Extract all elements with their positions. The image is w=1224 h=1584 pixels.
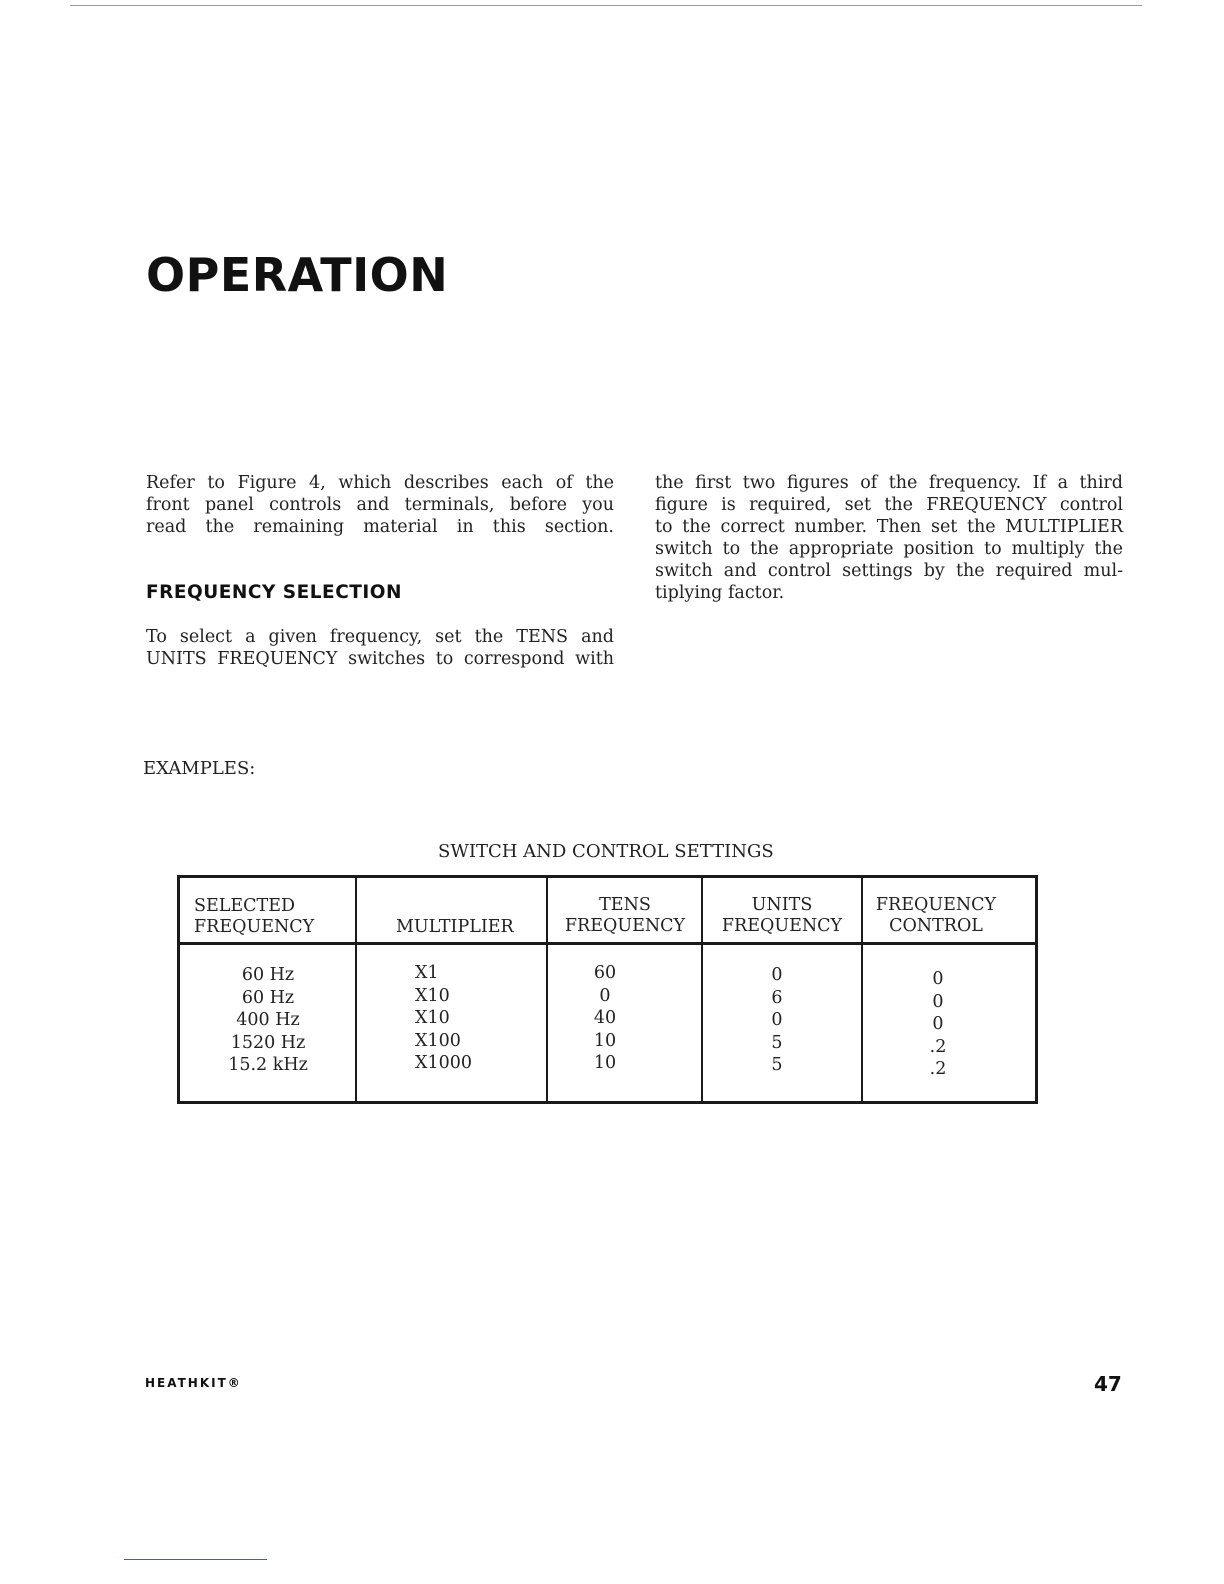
frequency-paragraph [146,626,614,670]
units-frequency-column [762,964,792,1077]
intro-line: read the remaining material in this section. [146,517,614,537]
table-cell: 5 [771,1032,783,1053]
continuation-line: figure is required, set the FREQUENCY control [655,495,1123,515]
section-heading-frequency-selection: FREQUENCY SELECTION [146,582,402,603]
header-line: CONTROL [889,916,983,936]
table-cell: 0 [932,1014,944,1034]
top-rule [70,5,1142,6]
table-cell: X1 [415,963,439,983]
bottom-rule [124,1559,267,1560]
table-cell: 1520 Hz [230,1032,306,1053]
intro-line: front panel controls and terminals, before you [146,495,614,515]
selected-frequency-column [200,964,336,1077]
table-cell: 6 [771,987,783,1008]
intro-line: Refer to Figure 4, which describes each of the [146,473,614,493]
table-cell: X1000 [415,1053,472,1073]
table-cell: 0 [932,969,944,989]
table-cell: 40 [593,1008,617,1028]
continuation-line: switch and control settings by the required mul- [655,561,1123,581]
page-title: OPERATION [146,248,449,302]
table-cell: 10 [593,1053,617,1073]
table-cell: .2 [929,1036,947,1057]
tens-frequency-column [580,962,630,1075]
brand-logo: HEATHKIT® [145,1376,242,1390]
table-cell: 10 [593,1030,617,1051]
header-line: MULTIPLIER [396,917,514,937]
header-line: UNITS [751,895,813,915]
header-selected-frequency [194,896,314,938]
table-cell: X10 [415,1008,450,1028]
table-cell: X10 [415,985,450,1006]
table-cell: 60 Hz [241,987,295,1008]
table-cell: 5 [771,1055,783,1075]
column-divider [355,878,357,1101]
multiplier-column [415,962,472,1075]
continuation-paragraph [655,472,1123,604]
page-number: 47 [1094,1372,1122,1396]
settings-table [177,875,1038,1104]
table-cell: .2 [929,1059,947,1079]
column-divider [546,878,548,1101]
header-line: FREQUENCY [194,917,315,937]
header-tens-frequency [550,895,700,937]
table-cell: 15.2 kHz [228,1055,308,1075]
continuation-line: to the correct number. Then set the MULTIPLIER [655,517,1123,537]
continuation-line: switch to the appropriate position to multiply the [655,539,1123,559]
header-line: FREQUENCY [875,895,997,915]
column-divider [701,878,703,1101]
table-cell: 0 [599,985,611,1006]
table-cell: X100 [415,1030,461,1051]
frequency-line: UNITS FREQUENCY switches to correspond with [146,649,614,669]
header-line: TENS [599,895,651,915]
table-cell: 0 [932,991,944,1012]
table-title: SWITCH AND CONTROL SETTINGS [438,841,774,862]
continuation-line: tiplying factor. [655,583,785,603]
header-multiplier [396,917,514,938]
examples-label: EXAMPLES: [143,758,256,779]
table-cell: 0 [771,1010,783,1030]
table-cell: 0 [771,965,783,985]
header-units-frequency [705,895,859,937]
header-divider [180,942,1035,945]
header-line: FREQUENCY [564,916,686,936]
table-cell: 60 Hz [241,965,295,985]
frequency-control-column [920,968,956,1081]
continuation-line: the first two figures of the frequency. If a third [655,473,1123,493]
frequency-line: To select a given frequency, set the TENS and [146,627,614,647]
column-divider [861,878,863,1101]
header-frequency-control [866,895,1006,937]
table-cell: 400 Hz [236,1010,300,1030]
intro-paragraph [146,472,614,538]
header-line: SELECTED [194,896,296,916]
table-cell: 60 [593,963,617,983]
header-line: FREQUENCY [721,916,843,936]
